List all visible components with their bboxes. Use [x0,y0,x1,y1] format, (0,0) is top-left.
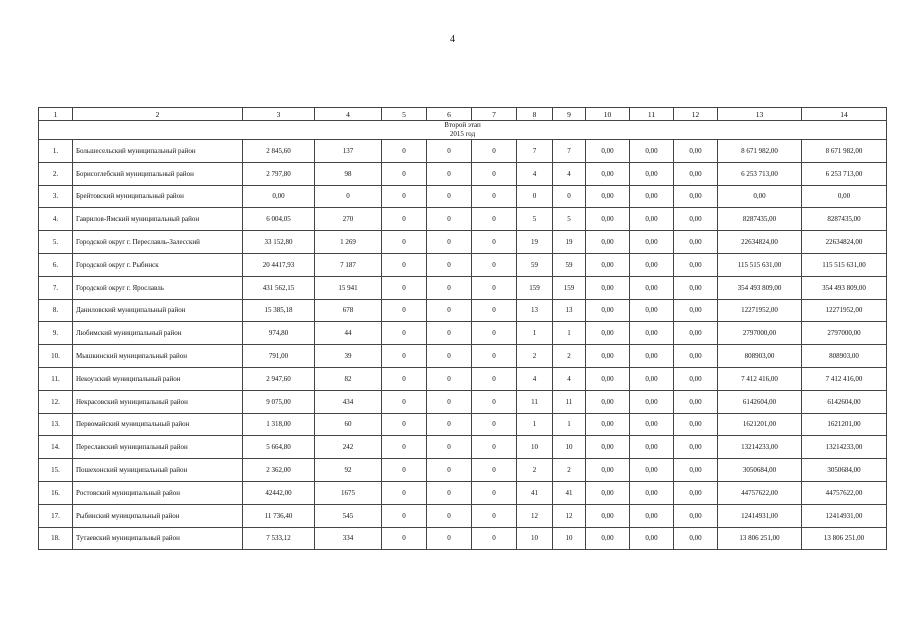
table-cell: 44 [315,322,382,345]
table-cell: 98 [315,162,382,185]
table-cell: 2 [517,459,553,482]
column-header: 13 [718,108,802,121]
table-cell: 0 [427,527,472,550]
column-header: 10 [586,108,630,121]
table-cell: 0 [427,299,472,322]
table-row [39,140,887,163]
table-cell: 0 [382,413,427,436]
table-cell: 8 671 982,00 [802,140,887,163]
table-cell: 1 [517,413,553,436]
table-cell: 0,00 [630,322,674,345]
table-cell: 2797000,00 [802,322,887,345]
table-cell: 13 [553,299,586,322]
table-cell: 0,00 [586,527,630,550]
table-cell: 4. [39,208,73,231]
table-cell: 0 [472,231,517,254]
table-cell: 0 [472,527,517,550]
table-cell: 0 [427,231,472,254]
table-cell: 13 [517,299,553,322]
municipality-name: Мышкинский муниципальный район [73,345,243,368]
table-cell: 0 [427,459,472,482]
page-number: 4 [450,34,455,45]
table-cell: 0,00 [630,504,674,527]
table-cell: 0 [472,413,517,436]
data-table [38,107,887,550]
table-cell: 0 [427,481,472,504]
table-cell: 0,00 [674,253,718,276]
table-cell: 41 [517,481,553,504]
municipality-name: Городской округ г. Рыбинск [73,253,243,276]
column-header: 2 [73,108,243,121]
table-cell: 0,00 [630,436,674,459]
table-cell: 0,00 [674,504,718,527]
table-cell: 0,00 [674,140,718,163]
year-row [39,130,887,140]
stage-year: 2015 год [39,130,887,140]
table-cell: 12414931,00 [802,504,887,527]
table-cell: 6 253 713,00 [718,162,802,185]
table-cell: 13214233,00 [718,436,802,459]
table-cell: 0,00 [586,481,630,504]
table-cell: 0,00 [674,390,718,413]
table-cell: 2 845,60 [243,140,315,163]
table-row [39,276,887,299]
table-cell: 0,00 [674,345,718,368]
table-cell: 0,00 [630,231,674,254]
table-cell: 115 515 631,00 [802,253,887,276]
table-cell: 0 [472,322,517,345]
table-cell: 19 [553,231,586,254]
municipality-name: Городской округ г. Переславль-Залесский [73,231,243,254]
table-cell: 15 385,18 [243,299,315,322]
table-cell: 11 [517,390,553,413]
table-cell: 0 [382,185,427,208]
table-row [39,481,887,504]
table-cell: 974,80 [243,322,315,345]
table-cell: 0,00 [630,345,674,368]
table-cell: 1 [517,322,553,345]
table-cell: 0 [472,345,517,368]
table-cell: 0 [472,459,517,482]
table-cell: 8287435,00 [718,208,802,231]
table-cell: 11 [553,390,586,413]
table-cell: 0 [427,140,472,163]
table-cell: 0,00 [586,140,630,163]
table-cell: 0,00 [674,413,718,436]
table-cell: 2 [553,459,586,482]
table-cell: 6142604,00 [802,390,887,413]
table-cell: 10 [517,436,553,459]
table-cell: 0 [553,185,586,208]
table-cell: 0,00 [630,481,674,504]
table-cell: 0,00 [586,504,630,527]
table-cell: 0,00 [586,436,630,459]
municipality-name: Рыбинский муниципальный район [73,504,243,527]
table-cell: 0 [427,322,472,345]
table-cell: 11. [39,367,73,390]
table-cell: 2 797,80 [243,162,315,185]
table-cell: 0,00 [630,459,674,482]
table-cell: 0 [427,162,472,185]
table-cell: 0 [427,345,472,368]
table-cell: 0 [382,276,427,299]
table-cell: 0 [472,390,517,413]
table-cell: 7 [553,140,586,163]
table-cell: 0 [472,299,517,322]
table-cell: 0,00 [674,231,718,254]
table-cell: 0 [382,527,427,550]
table-cell: 0,00 [674,459,718,482]
municipality-name: Даниловский муниципальный район [73,299,243,322]
table-cell: 2 [553,345,586,368]
table-cell: 0,00 [586,253,630,276]
table-cell: 12 [517,504,553,527]
table-cell: 4 [553,162,586,185]
table-cell: 0 [427,436,472,459]
table-cell: 0 [382,231,427,254]
table-cell: 19 [517,231,553,254]
table-cell: 791,00 [243,345,315,368]
table-cell: 20 4417,93 [243,253,315,276]
table-cell: 5 [553,208,586,231]
table-cell: 1675 [315,481,382,504]
table-cell: 0 [382,390,427,413]
table-row [39,459,887,482]
table-cell: 59 [553,253,586,276]
table-cell: 16. [39,481,73,504]
table-cell: 5 [517,208,553,231]
table-cell: 0 [382,459,427,482]
column-header: 3 [243,108,315,121]
table-cell: 0 [382,162,427,185]
table-cell: 4 [517,367,553,390]
table-cell: 13 806 251,00 [802,527,887,550]
table-cell: 0 [382,504,427,527]
table-cell: 7. [39,276,73,299]
table-cell: 0,00 [630,413,674,436]
table-cell: 8 671 982,00 [718,140,802,163]
table-cell: 0 [427,208,472,231]
table-cell: 39 [315,345,382,368]
table-cell: 0,00 [586,413,630,436]
table-cell: 8287435,00 [802,208,887,231]
table-cell: 0 [382,299,427,322]
municipality-name: Борисоглебский муниципальный район [73,162,243,185]
table-cell: 11 736,40 [243,504,315,527]
municipality-name: Любимский муниципальный район [73,322,243,345]
table-row [39,527,887,550]
table-cell: 14. [39,436,73,459]
table-cell: 242 [315,436,382,459]
table-cell: 0,00 [586,390,630,413]
table-cell: 59 [517,253,553,276]
table-cell: 2797000,00 [718,322,802,345]
municipality-name: Гаврилов-Ямский муниципальный район [73,208,243,231]
table-cell: 6 004,05 [243,208,315,231]
table-cell: 0 [472,436,517,459]
table-cell: 13. [39,413,73,436]
table-cell: 10. [39,345,73,368]
table-cell: 1 269 [315,231,382,254]
table-cell: 42442,00 [243,481,315,504]
table-cell: 0,00 [586,276,630,299]
stage-title: Второй этап [39,121,887,131]
table-cell: 0,00 [674,162,718,185]
table-cell: 13 806 251,00 [718,527,802,550]
municipality-name: Тутаевский муниципальный район [73,527,243,550]
table-cell: 22634824,00 [718,231,802,254]
table-cell: 137 [315,140,382,163]
table-cell: 6142604,00 [718,390,802,413]
table-cell: 0,00 [630,185,674,208]
table-cell: 1 [553,413,586,436]
table-cell: 0,00 [630,276,674,299]
table-cell: 0 [472,208,517,231]
table-cell: 0 [427,276,472,299]
table-cell: 0,00 [674,481,718,504]
table-cell: 7 533,12 [243,527,315,550]
table-cell: 6 253 713,00 [802,162,887,185]
table-cell: 0 [382,253,427,276]
table-cell: 7 412 416,00 [802,367,887,390]
table-cell: 354 493 809,00 [718,276,802,299]
table-cell: 0 [427,413,472,436]
table-cell: 0 [382,481,427,504]
table-cell: 0 [382,322,427,345]
table-cell: 159 [517,276,553,299]
table-cell: 0,00 [674,276,718,299]
column-header: 12 [674,108,718,121]
table-cell: 0,00 [674,367,718,390]
table-cell: 0,00 [586,322,630,345]
column-header: 4 [315,108,382,121]
table-cell: 0,00 [586,367,630,390]
table-cell: 808903,00 [718,345,802,368]
table-cell: 12 [553,504,586,527]
table-cell: 0,00 [630,140,674,163]
table-cell: 15 941 [315,276,382,299]
table-cell: 808903,00 [802,345,887,368]
table-cell: 3050684,00 [718,459,802,482]
table-cell: 0 [427,504,472,527]
table-cell: 0 [472,367,517,390]
table-cell: 0 [472,481,517,504]
table-cell: 44757622,00 [802,481,887,504]
table-cell: 0,00 [674,527,718,550]
table-cell: 0,00 [586,208,630,231]
table-cell: 545 [315,504,382,527]
table-cell: 0 [472,276,517,299]
table-cell: 18. [39,527,73,550]
table-cell: 0,00 [630,253,674,276]
table-cell: 0 [472,504,517,527]
municipality-name: Большесельский муниципальный район [73,140,243,163]
table-cell: 159 [553,276,586,299]
table-cell: 0,00 [718,185,802,208]
table-cell: 0,00 [674,322,718,345]
table-row [39,413,887,436]
table-cell: 0 [382,208,427,231]
table-cell: 678 [315,299,382,322]
table-cell: 12. [39,390,73,413]
table-cell: 0,00 [674,299,718,322]
table-row [39,208,887,231]
municipality-name: Некрасовский муниципальный район [73,390,243,413]
table-cell: 2 947,60 [243,367,315,390]
table-cell: 0 [427,367,472,390]
table-cell: 0 [427,253,472,276]
municipality-name: Ростовский муниципальный район [73,481,243,504]
table-cell: 0 [382,367,427,390]
table-cell: 0,00 [802,185,887,208]
table-cell: 0,00 [630,208,674,231]
table-cell: 0 [315,185,382,208]
column-header: 9 [553,108,586,121]
table-cell: 10 [517,527,553,550]
table-cell: 22634824,00 [802,231,887,254]
table-cell: 7 187 [315,253,382,276]
table-cell: 1 [553,322,586,345]
table-row [39,253,887,276]
table-cell: 17. [39,504,73,527]
table-cell: 13214233,00 [802,436,887,459]
column-header: 14 [802,108,887,121]
table-cell: 6. [39,253,73,276]
table-cell: 82 [315,367,382,390]
table-cell: 334 [315,527,382,550]
table-cell: 0,00 [586,185,630,208]
column-header: 11 [630,108,674,121]
column-header: 1 [39,108,73,121]
table-cell: 0 [427,185,472,208]
table-cell: 12271952,00 [802,299,887,322]
header-row [39,108,887,121]
column-header: 8 [517,108,553,121]
table-cell: 5. [39,231,73,254]
table-cell: 1. [39,140,73,163]
table-cell: 431 562,15 [243,276,315,299]
table-cell: 2 [517,345,553,368]
table-cell: 0,00 [674,185,718,208]
table-row [39,322,887,345]
municipality-name: Первомайский муниципальный район [73,413,243,436]
table-cell: 0,00 [586,345,630,368]
table-cell: 0,00 [630,527,674,550]
table-cell: 4 [517,162,553,185]
table-cell: 0 [382,345,427,368]
table-row [39,436,887,459]
table-cell: 10 [553,527,586,550]
table-row [39,345,887,368]
table-cell: 0,00 [586,459,630,482]
table-row [39,367,887,390]
table-cell: 0,00 [674,436,718,459]
table-cell: 0 [472,162,517,185]
municipality-name: Некоузский муниципальный район [73,367,243,390]
table-cell: 7 412 416,00 [718,367,802,390]
table-cell: 115 515 631,00 [718,253,802,276]
table-cell: 0 [472,140,517,163]
table-cell: 8. [39,299,73,322]
table-cell: 44757622,00 [718,481,802,504]
table-cell: 15. [39,459,73,482]
table-cell: 354 493 809,00 [802,276,887,299]
table-cell: 92 [315,459,382,482]
stage-row [39,121,887,131]
municipality-name: Пошехонский муниципальный район [73,459,243,482]
table-cell: 0,00 [586,231,630,254]
table-cell: 0 [517,185,553,208]
table-cell: 7 [517,140,553,163]
table-cell: 1621201,00 [718,413,802,436]
table-cell: 0 [427,390,472,413]
table-cell: 0,00 [243,185,315,208]
table-cell: 12271952,00 [718,299,802,322]
table-row [39,185,887,208]
municipality-name: Городской округ г. Ярославль [73,276,243,299]
table-cell: 10 [553,436,586,459]
table-row [39,390,887,413]
table-cell: 1 318,00 [243,413,315,436]
table-cell: 0,00 [586,162,630,185]
table-cell: 0 [382,140,427,163]
table-row [39,162,887,185]
table-cell: 60 [315,413,382,436]
table-cell: 0,00 [630,162,674,185]
table-cell: 9 075,00 [243,390,315,413]
municipality-name: Брейтовский муниципальный район [73,185,243,208]
column-header: 5 [382,108,427,121]
table-row [39,504,887,527]
table-cell: 3050684,00 [802,459,887,482]
table-body [39,108,887,550]
table-cell: 0,00 [630,299,674,322]
table-cell: 33 152,80 [243,231,315,254]
table-cell: 2. [39,162,73,185]
table-cell: 12414931,00 [718,504,802,527]
table-cell: 5 664,80 [243,436,315,459]
table-cell: 9. [39,322,73,345]
column-header: 6 [427,108,472,121]
table-cell: 4 [553,367,586,390]
table-row [39,231,887,254]
table-cell: 0,00 [586,299,630,322]
table-cell: 434 [315,390,382,413]
table-cell: 1621201,00 [802,413,887,436]
table-cell: 41 [553,481,586,504]
table-cell: 0 [472,185,517,208]
table-row [39,299,887,322]
table-cell: 0,00 [630,390,674,413]
table-cell: 0,00 [630,367,674,390]
table-cell: 2 362,00 [243,459,315,482]
table-cell: 0,00 [674,208,718,231]
table-cell: 3. [39,185,73,208]
table-cell: 0 [382,436,427,459]
table-cell: 270 [315,208,382,231]
municipality-name: Переславский муниципальный район [73,436,243,459]
column-header: 7 [472,108,517,121]
table-cell: 0 [472,253,517,276]
